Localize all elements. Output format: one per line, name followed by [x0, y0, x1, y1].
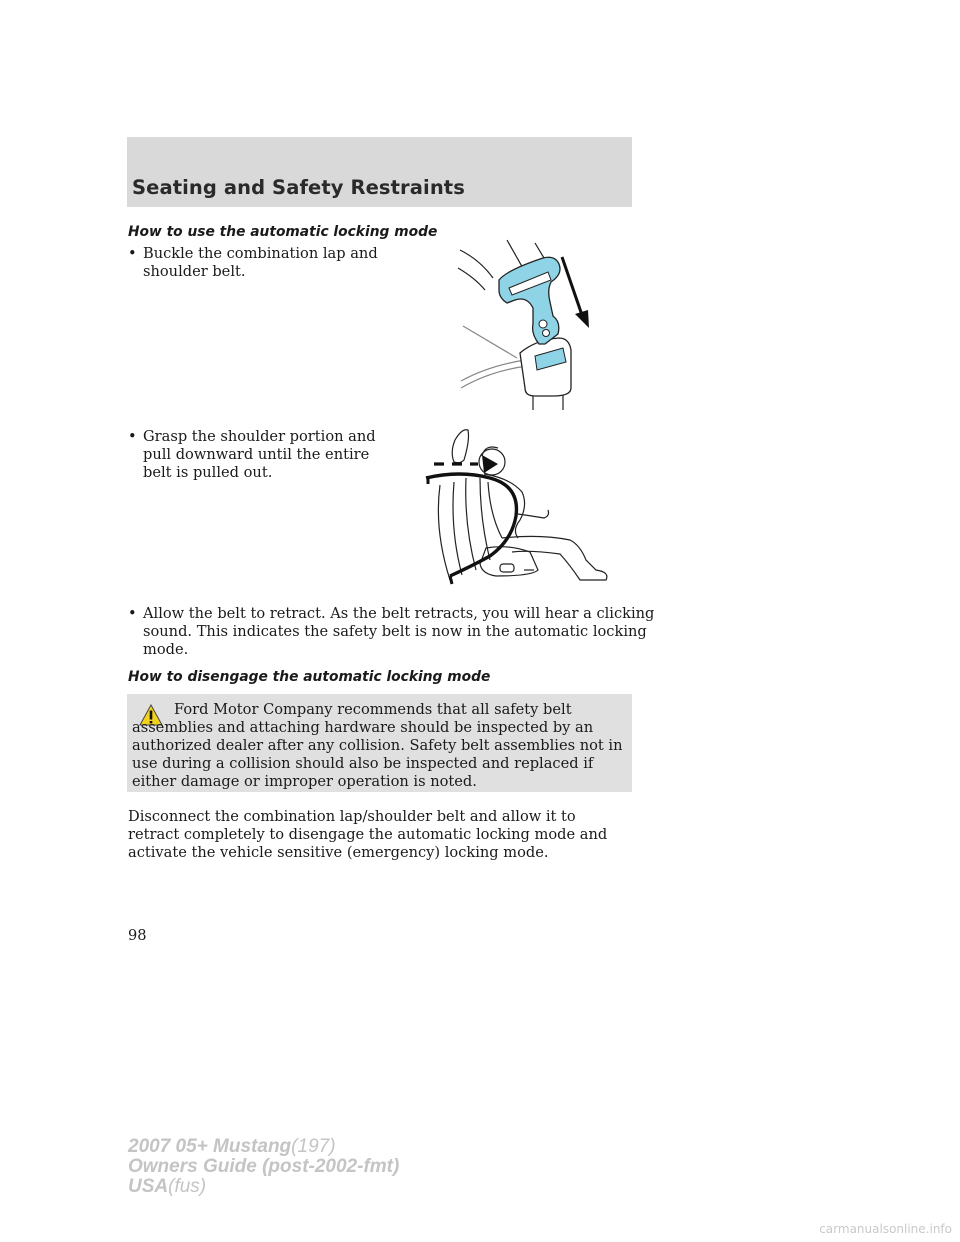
- bullet-line: shoulder belt.: [143, 263, 246, 280]
- disengage-instructions: Disconnect the combination lap/shoulder belt and allow it to retract completely to disengage the automatic locking mode and activate the vehicle sensitive (emergency) locking mode.: [128, 808, 608, 861]
- seated-occupant-illustration: [420, 420, 615, 592]
- buckle-illustration: [455, 238, 605, 418]
- footer-model-code: (197): [291, 1136, 336, 1157]
- footer-region-code: (fus): [168, 1176, 207, 1197]
- document-footer: [128, 1137, 399, 1197]
- bullet-line: pull downward until the entire: [143, 446, 370, 463]
- bullet-allow-retract: [128, 605, 654, 659]
- bullet-line: sound. This indicates the safety belt is now in the automatic locking: [143, 623, 647, 640]
- bullet-symbol: •: [128, 428, 137, 445]
- subheading-disengage-locking-mode: How to disengage the automatic locking mode: [128, 669, 491, 685]
- footer-region: USA: [128, 1176, 169, 1197]
- footer-guide: Owners Guide (post-2002-fmt): [128, 1156, 400, 1177]
- bullet-line: Allow the belt to retract. As the belt retracts, you will hear a clicking: [143, 605, 655, 622]
- section-title: Seating and Safety Restraints: [132, 176, 465, 199]
- watermark: carmanualsonline.info: [819, 1222, 952, 1236]
- bullet-line: Grasp the shoulder portion and: [143, 428, 376, 445]
- bullet-buckle-belt: [128, 245, 378, 281]
- bullet-line: mode.: [143, 641, 189, 658]
- footer-model: 2007 05+ Mustang: [128, 1136, 292, 1157]
- page-number: 98: [128, 927, 147, 944]
- warning-text: Ford Motor Company recommends that all safety belt assemblies and attaching hardware should be inspected by an authorized dealer after any collision. Safety belt assemblies not in use during a collision should also be inspected and replaced if either damage or improper operation is noted.: [132, 701, 623, 790]
- subheading-use-locking-mode: How to use the automatic locking mode: [128, 224, 438, 240]
- bullet-line: belt is pulled out.: [143, 464, 273, 481]
- bullet-line: Buckle the combination lap and: [143, 245, 378, 262]
- bullet-symbol: •: [128, 605, 137, 622]
- bullet-grasp-shoulder: [128, 428, 376, 482]
- bullet-symbol: •: [128, 245, 137, 262]
